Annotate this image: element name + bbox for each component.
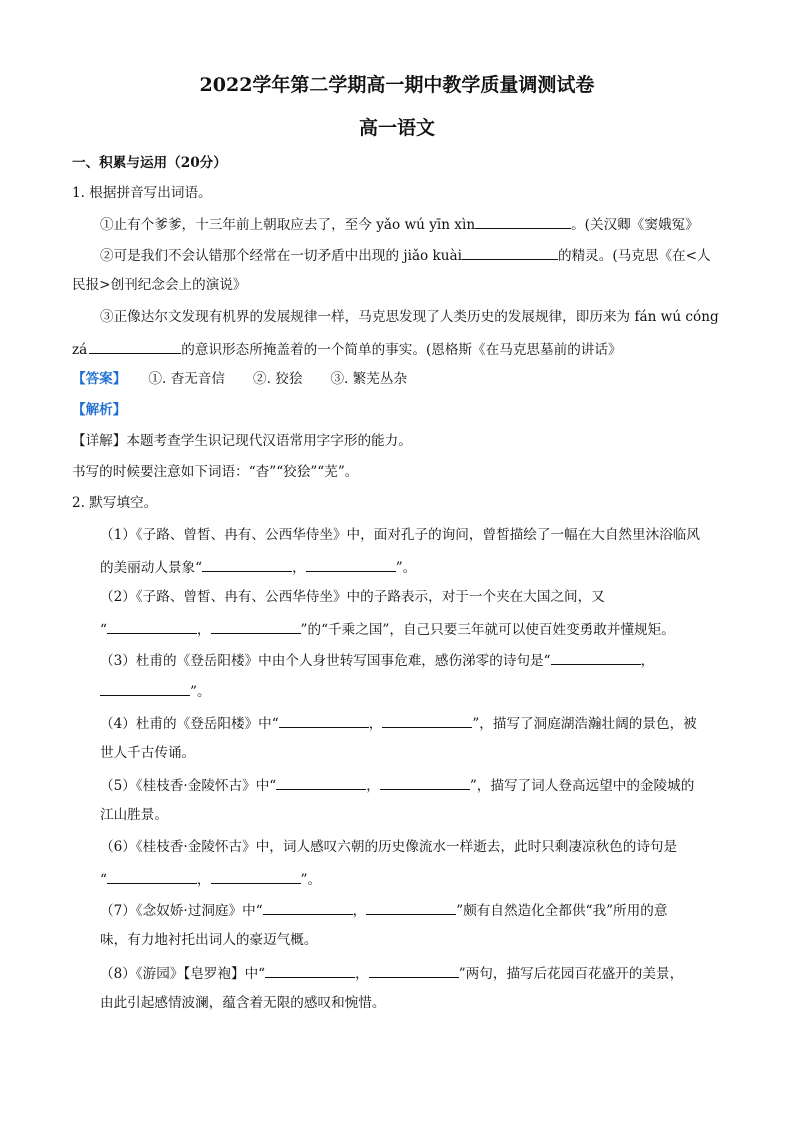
q2-item8-cont: 由此引起感情波澜，蕴含着无限的感叹和惋惜。: [100, 995, 386, 1011]
answer-blank[interactable]: [279, 713, 369, 728]
q2-stem: 2. 默写填空。: [72, 495, 158, 511]
q1-sub2-cont: 民报>创刊纪念会上的演说》: [72, 277, 247, 293]
q1-sub3: ③正像达尔文发现有机界的发展规律一样，马克思发现了人类历史的发展规律，即历来为 fán wú cóng: [100, 309, 719, 325]
q2-item5: （5）《桂枝香·金陵怀古》中“ ， ”，描写了词人登高远望中的金陵城的: [100, 775, 694, 795]
answer-blank[interactable]: [369, 963, 459, 978]
q2-item4: （4）杜甫的《登岳阳楼》中“ ， ”，描写了洞庭湖浩瀚壮阔的景色，被: [100, 713, 697, 733]
q2-item1: （1）《子路、曾皙、冉有、公西华侍坐》中，面对孔子的询问，曾皙描绘了一幅在大自然里沐浴临风: [100, 527, 700, 543]
answer-blank[interactable]: [380, 775, 470, 790]
answer-blank[interactable]: [89, 339, 181, 354]
answer-blank[interactable]: [265, 963, 355, 978]
q2-item4-cont: 世人千古传诵。: [100, 745, 196, 761]
q2-item7: （7）《念奴娇·过洞庭》中“ ， ”颇有自然造化全都供“我”所用的意: [100, 900, 667, 920]
answer-blank[interactable]: [382, 713, 472, 728]
q2-item7-cont: 味，有力地衬托出词人的豪迈气概。: [100, 932, 318, 948]
answer-blank[interactable]: [475, 214, 571, 229]
answer-blank[interactable]: [306, 557, 396, 572]
answer-blank[interactable]: [551, 650, 641, 665]
q1-sub1: ①止有个爹爹，十三年前上朝取应去了，至今 yǎo wú yīn xìn 。(关汉卿《窦娥冤》: [100, 214, 699, 234]
answer-blank[interactable]: [211, 869, 301, 884]
q1-answer-row: [72, 370, 407, 388]
answer-blank[interactable]: [211, 619, 301, 634]
q1-detail: 【详解】本题考查学生识记现代汉语常用字字形的能力。: [72, 433, 412, 449]
answer-blank[interactable]: [366, 900, 456, 915]
q2-item3-cont: ”。: [100, 681, 211, 701]
q2-item2-cont: “ ， ”的“千乘之国”，自己只要三年就可以使百姓变勇敢并懂规矩。: [100, 619, 675, 639]
answer-tag: 【答案】: [72, 371, 127, 387]
q1-note: 书写的时候要注意如下词语：“杳”“狡狯”“芜”。: [72, 464, 359, 480]
exam-title: 2022学年第二学期高一期中教学质量调测试卷: [199, 74, 595, 96]
analysis-tag: 【解析】: [72, 402, 127, 418]
answer-2: ②. 狡狯: [253, 371, 303, 387]
q1-stem: 1. 根据拼音写出词语。: [72, 185, 212, 201]
answer-blank[interactable]: [462, 245, 558, 260]
q1-sub3-cont: zá 的意识形态所掩盖着的一个简单的事实。(恩格斯《在马克思墓前的讲话》: [72, 339, 622, 359]
exam-subject: 高一语文: [358, 117, 435, 139]
q2-item5-cont: 江山胜景。: [100, 807, 168, 823]
answer-blank[interactable]: [107, 619, 197, 634]
q1-sub2: ②可是我们不会认错那个经常在一切矛盾中出现的 jiǎo kuài 的精灵。(马克思《在<人: [100, 245, 711, 265]
q2-item1-cont: 的美丽动人景象“ ， ”。: [100, 557, 416, 577]
q2-item2: （2）《子路、曾皙、冉有、公西华侍坐》中的子路表示，对于一个夹在大国之间，又: [100, 589, 605, 605]
q2-item8: （8）《游园》【皂罗袍】中“ ， ”两句，描写后花园百花盛开的美景，: [100, 963, 683, 983]
answer-blank[interactable]: [263, 900, 353, 915]
q2-item6: （6）《桂枝香·金陵怀古》中，词人感叹六朝的历史像流水一样逝去，此时只剩凄凉秋色的诗句是: [100, 839, 678, 855]
q2-item6-cont: “ ， ”。: [100, 869, 321, 889]
answer-blank[interactable]: [202, 557, 292, 572]
answer-3: ③. 繁芜丛杂: [330, 371, 408, 387]
answer-blank[interactable]: [107, 869, 197, 884]
answer-1: ①. 杳无音信: [148, 371, 225, 387]
answer-blank[interactable]: [276, 775, 366, 790]
answer-blank[interactable]: [100, 681, 190, 696]
section-heading: 一、积累与运用（20分）: [72, 155, 227, 171]
q2-item3: （3）杜甫的《登岳阳楼》中由个人身世转写国事危难，感伤涕零的诗句是“ ，: [100, 650, 654, 670]
